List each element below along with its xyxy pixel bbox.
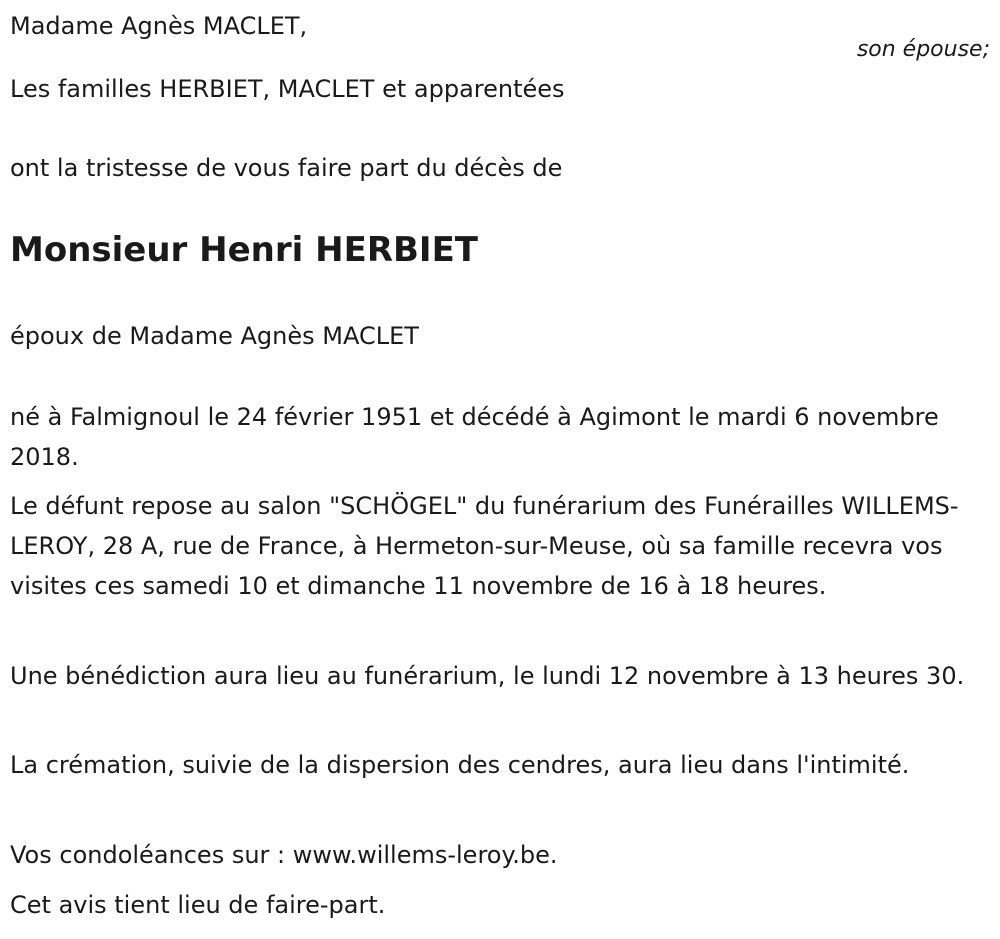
spouse-of-line: époux de Madame Agnès MACLET [10, 322, 419, 350]
blessing-paragraph: Une bénédiction aura lieu au funérarium, le lundi 12 novembre à 13 heures 30. [10, 662, 965, 690]
cremation-paragraph: La crémation, suivie de la dispersion des cendres, aura lieu dans l'intimité. [10, 751, 910, 779]
families-line: Les familles HERBIET, MACLET et apparentées [10, 75, 565, 103]
deceased-name: Monsieur Henri HERBIET [10, 230, 478, 270]
intro-line: ont la tristesse de vous faire part du décès de [10, 154, 563, 182]
spouse-line: Madame Agnès MACLET, [10, 12, 308, 40]
birth-death-paragraph: né à Falmignoul le 24 février 1951 et décédé à Agimont le mardi 6 novembre 2018. [10, 403, 939, 471]
visitation-paragraph: Le défunt repose au salon "SCHÖGEL" du funérarium des Funérailles WILLEMS-LEROY, 28 A, rue de France, à Hermeton-sur-Meuse, où sa famille recevra vos visites ces samedi 10 et dimanche 11 novembre de 16 à 18 heures. [10, 492, 959, 600]
spouse-role: son épouse; [856, 37, 990, 62]
notice-line: Cet avis tient lieu de faire-part. [10, 891, 386, 919]
condolences-line: Vos condoléances sur : www.willems-leroy.be. [10, 841, 558, 869]
obituary-notice [10, 0, 990, 939]
